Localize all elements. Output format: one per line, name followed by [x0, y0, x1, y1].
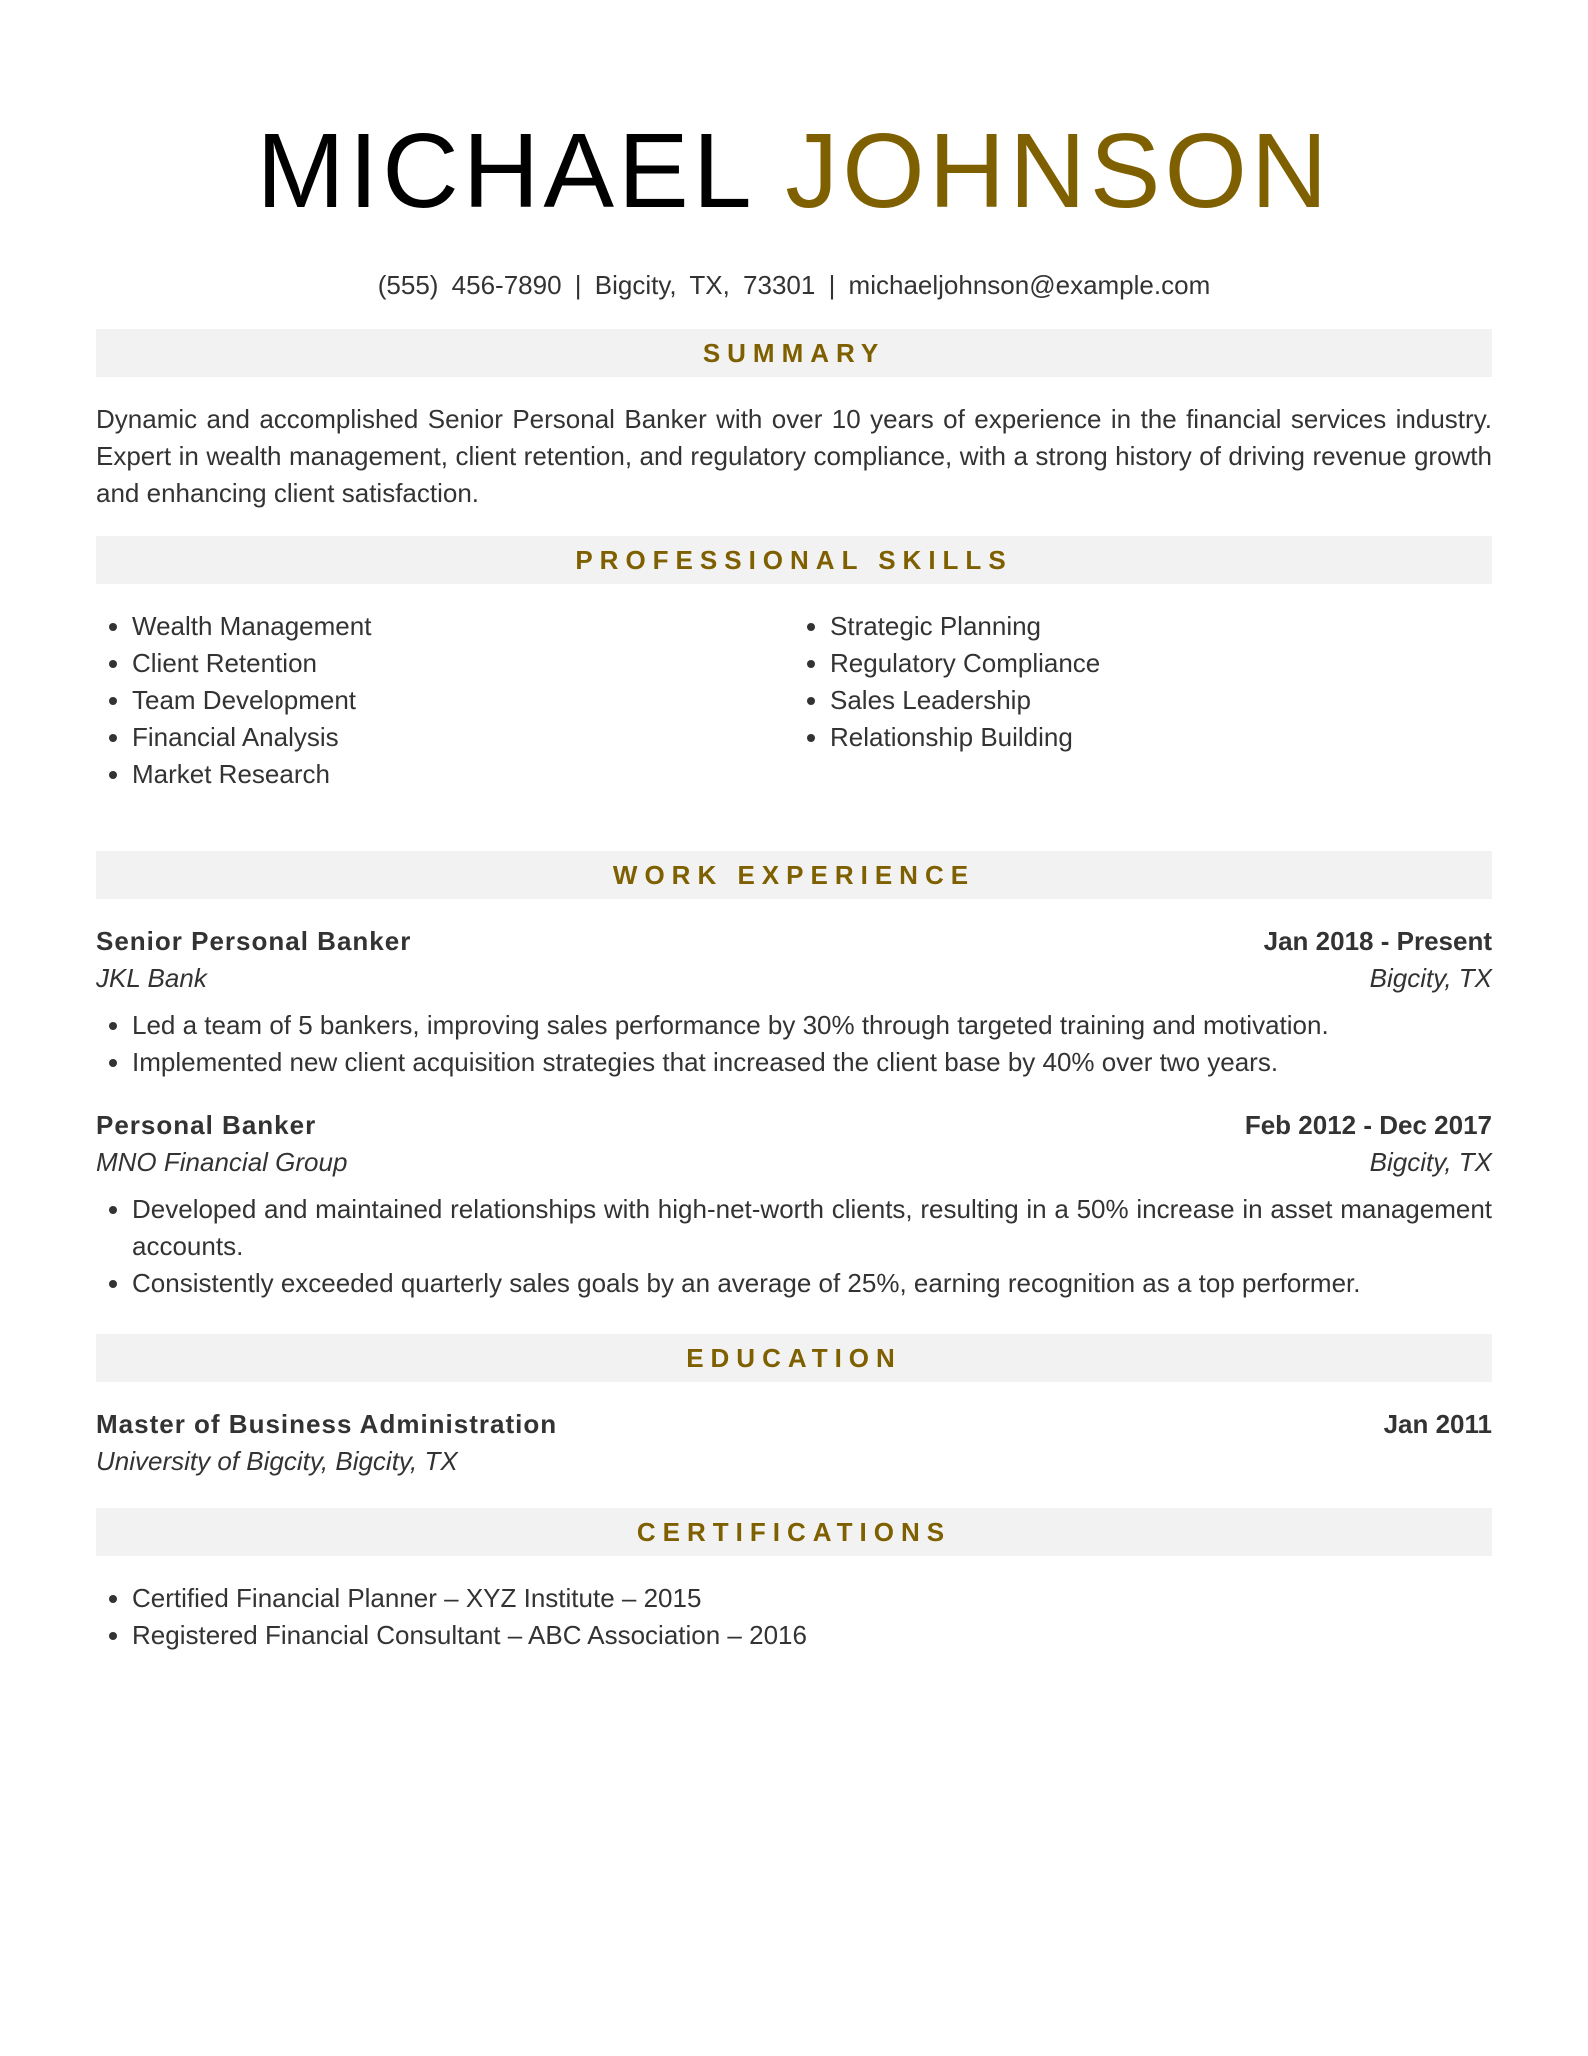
- job-dates: Feb 2012 - Dec 2017: [1244, 1110, 1492, 1140]
- skill-item: • Regulatory Compliance: [830, 645, 1492, 682]
- degree: Master of Business Administration: [96, 1409, 558, 1439]
- education-entry: [96, 1406, 1492, 1480]
- job-bullets: [96, 1007, 1492, 1081]
- school: University of Bigcity, Bigcity, TX: [96, 1446, 458, 1476]
- job-entry: [96, 1107, 1492, 1302]
- job-title: Senior Personal Banker: [96, 926, 412, 956]
- skill-item: • Relationship Building: [830, 719, 1492, 756]
- summary-text: Dynamic and accomplished Senior Personal Banker with over 10 years of experience in the financial services industry. Expert in wealth management, client retention, and regulatory compliance, with a strong history of driving revenue growth and enhancing client satisfaction.: [96, 404, 1492, 508]
- certification-item: • Certified Financial Planner – XYZ Institute – 2015: [132, 1580, 1492, 1617]
- job-bullets: [96, 1191, 1492, 1302]
- job-bullet: • Consistently exceeded quarterly sales goals by an average of 25%, earning recognition as a top performer.: [132, 1265, 1492, 1302]
- certifications-list: [96, 1580, 1492, 1654]
- job-location: Bigcity, TX: [1369, 1147, 1492, 1177]
- job-bullet: • Led a team of 5 bankers, improving sales performance by 30% through targeted training and motivation.: [132, 1007, 1492, 1044]
- skill-item: • Client Retention: [132, 645, 794, 682]
- first-name: MICHAEL: [256, 112, 752, 230]
- education-date: Jan 2011: [1383, 1409, 1492, 1439]
- skills-column-left: [96, 608, 794, 793]
- skills-list: [96, 608, 1492, 793]
- job-title: Personal Banker: [96, 1110, 317, 1140]
- candidate-name: [96, 0, 1492, 230]
- skill-item: • Strategic Planning: [830, 608, 1492, 645]
- certification-item: • Registered Financial Consultant – ABC Association – 2016: [132, 1617, 1492, 1654]
- summary-heading: SUMMARY: [96, 329, 1492, 377]
- job-location: Bigcity, TX: [1369, 963, 1492, 993]
- skills-column-right: [794, 608, 1492, 793]
- job-dates: Jan 2018 - Present: [1263, 926, 1492, 956]
- skill-item: • Financial Analysis: [132, 719, 794, 756]
- job-bullet: • Developed and maintained relationships with high-net-worth clients, resulting in a 50% increase in asset management accounts.: [132, 1191, 1492, 1265]
- job-company: JKL Bank: [96, 963, 207, 993]
- job-entry: [96, 923, 1492, 1081]
- work-experience-heading: WORK EXPERIENCE: [96, 851, 1492, 899]
- skills-heading: PROFESSIONAL SKILLS: [96, 536, 1492, 584]
- skill-item: • Team Development: [132, 682, 794, 719]
- education-heading: EDUCATION: [96, 1334, 1492, 1382]
- skill-item: • Market Research: [132, 756, 794, 793]
- skill-item: • Wealth Management: [132, 608, 794, 645]
- job-bullet: • Implemented new client acquisition strategies that increased the client base by 40% over two years.: [132, 1044, 1492, 1081]
- skill-item: • Sales Leadership: [830, 682, 1492, 719]
- job-company: MNO Financial Group: [96, 1147, 348, 1177]
- last-name: JOHNSON: [785, 112, 1332, 230]
- certifications-heading: CERTIFICATIONS: [96, 1508, 1492, 1556]
- contact-info: (555) 456-7890 | Bigcity, TX, 73301 | michaeljohnson@example.com: [377, 270, 1211, 300]
